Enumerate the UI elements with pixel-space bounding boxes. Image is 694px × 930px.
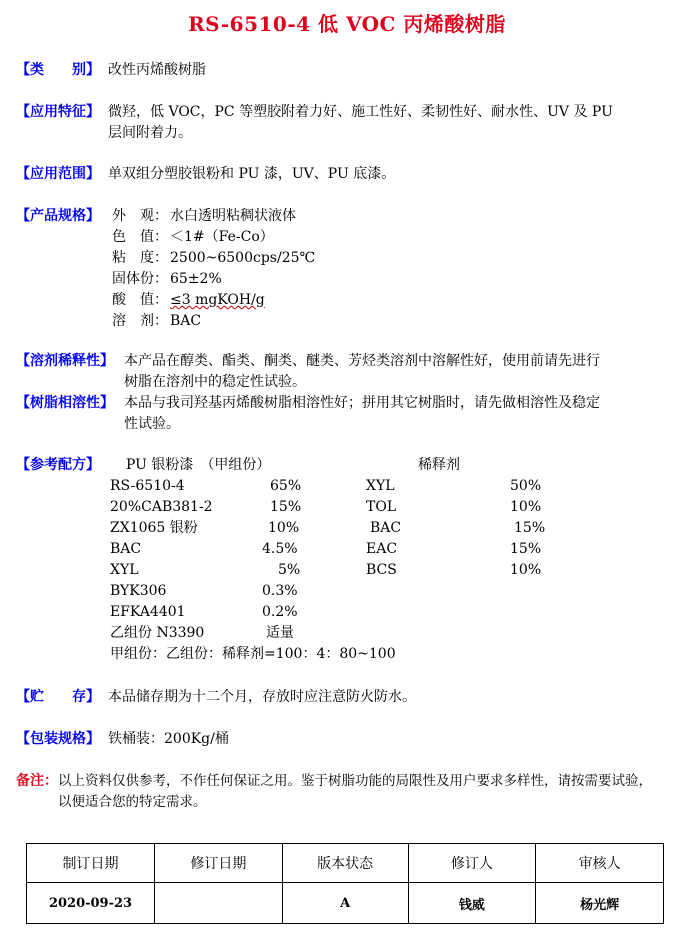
category-label: 【类 别】: [16, 62, 100, 78]
features-line1: 微羟，低 VOC，PC 等塑胶附着力好、施工性好、柔韧性好、耐水性、UV 及 PU: [108, 104, 613, 120]
date-revised-cell: [155, 883, 283, 924]
formula-left-item-value: 适量: [266, 625, 294, 641]
compat-label: 【树脂相溶性】: [16, 395, 114, 411]
header-cell: 审核人: [536, 844, 664, 883]
table-header-row: [27, 844, 664, 883]
storage-label: 【贮 存】: [16, 689, 100, 705]
spec-color: 色 值： ＜1#（Fe-Co）: [112, 229, 274, 245]
storage-value: 本品储存期为十二个月，存放时应注意防火防水。: [108, 689, 416, 705]
formula-left-item-value: 0.2%: [262, 604, 298, 620]
formula-left-item-value: 10%: [268, 520, 300, 536]
header-cell: 修订人: [408, 844, 536, 883]
reviser-cell: 钱威: [408, 883, 536, 924]
section-formula: [16, 455, 686, 665]
packaging-label: 【包装规格】: [16, 731, 100, 747]
formula-left-item-name: BAC: [110, 541, 142, 557]
formula-left-item-name: 20%CAB381-2: [110, 499, 213, 515]
formula-left-item-name: XYL: [110, 562, 139, 578]
date-created-cell: 2020-09-23: [27, 883, 155, 924]
spec-solvent: 溶 剂： BAC: [112, 313, 202, 329]
formula-right-item-value: 50%: [510, 478, 542, 494]
formula-right-item-value: 10%: [510, 562, 542, 578]
formula-left-item-value: 65%: [270, 478, 302, 494]
note-label: 备注：: [16, 773, 58, 789]
formula-right-item-name: EAC: [366, 541, 398, 557]
header-cell: 修订日期: [155, 844, 283, 883]
features-line2: 层间附着力。: [108, 125, 192, 141]
document-title: RS-6510-4 低 VOC 丙烯酸树脂: [188, 12, 506, 36]
compat-line1: 本品与我司羟基丙烯酸树脂相溶性好；拼用其它树脂时，请先做相溶性及稳定: [124, 395, 600, 411]
formula-right-item-name: BAC: [370, 520, 402, 536]
formula-right-item-value: 10%: [510, 499, 542, 515]
formula-label: 【参考配方】: [16, 457, 100, 473]
formula-ratio: 甲组份：乙组份：稀释剂=100：4：80~100: [110, 646, 396, 662]
scope-label: 【应用范围】: [16, 166, 100, 182]
formula-right-item-value: 15%: [514, 520, 546, 536]
dilution-line1: 本产品在醇类、酯类、酮类、醚类、芳烃类溶剂中溶解性好，使用前请先进行: [124, 353, 600, 369]
packaging-value: 铁桶装：200Kg/桶: [108, 731, 229, 747]
spec-acid-value: 酸 值： ≤3 mgKOH/g: [112, 292, 265, 308]
specs-label: 【产品规格】: [16, 208, 100, 224]
formula-left-item-name: BYK306: [110, 583, 167, 599]
formula-right-item-value: 15%: [510, 541, 542, 557]
formula-left-item-value: 0.3%: [262, 583, 298, 599]
spec-appearance: 外 观： 水白透明粘稠状液体: [112, 208, 296, 224]
formula-right-title: 稀释剂: [418, 457, 460, 473]
formula-right-item-name: XYL: [366, 478, 395, 494]
note-line1: 以上资料仅供参考，不作任何保证之用。鉴于树脂功能的局限性及用户要求多样性，请按需要试验，: [58, 773, 652, 789]
formula-left-item-value: 5%: [278, 562, 301, 578]
category-value: 改性丙烯酸树脂: [108, 62, 206, 78]
reviewer-cell: 杨光辉: [536, 883, 664, 924]
formula-left-item-name: 乙组份 N3390: [110, 625, 205, 641]
note-line2: 以便适合您的特定需求。: [58, 794, 207, 810]
formula-left-item-value: 4.5%: [262, 541, 298, 557]
features-label: 【应用特征】: [16, 104, 100, 120]
formula-left-item-value: 15%: [270, 499, 302, 515]
header-cell: 版本状态: [282, 844, 408, 883]
table-row: [27, 883, 664, 924]
version-cell: A: [282, 883, 408, 924]
formula-right-item-name: BCS: [366, 562, 397, 578]
spec-solids: 固体份： 65±2%: [112, 271, 222, 287]
formula-left-title: PU 银粉漆 （甲组份）: [126, 457, 271, 473]
formula-left-item-name: EFKA4401: [110, 604, 186, 620]
spec-viscosity: 粘 度： 2500~6500cps/25℃: [112, 250, 316, 266]
compat-line2: 性试验。: [124, 416, 180, 432]
scope-value: 单双组分塑胶银粉和 PU 漆，UV、PU 底漆。: [108, 166, 396, 182]
dilution-line2: 树脂在溶剂中的稳定性试验。: [124, 374, 306, 390]
formula-left-item-name: RS-6510-4: [110, 478, 185, 494]
dilution-label: 【溶剂稀释性】: [16, 353, 114, 369]
formula-right-item-name: TOL: [366, 499, 397, 515]
revision-table: [26, 843, 664, 924]
formula-left-item-name: ZX1065 银粉: [110, 520, 198, 536]
header-cell: 制订日期: [27, 844, 155, 883]
